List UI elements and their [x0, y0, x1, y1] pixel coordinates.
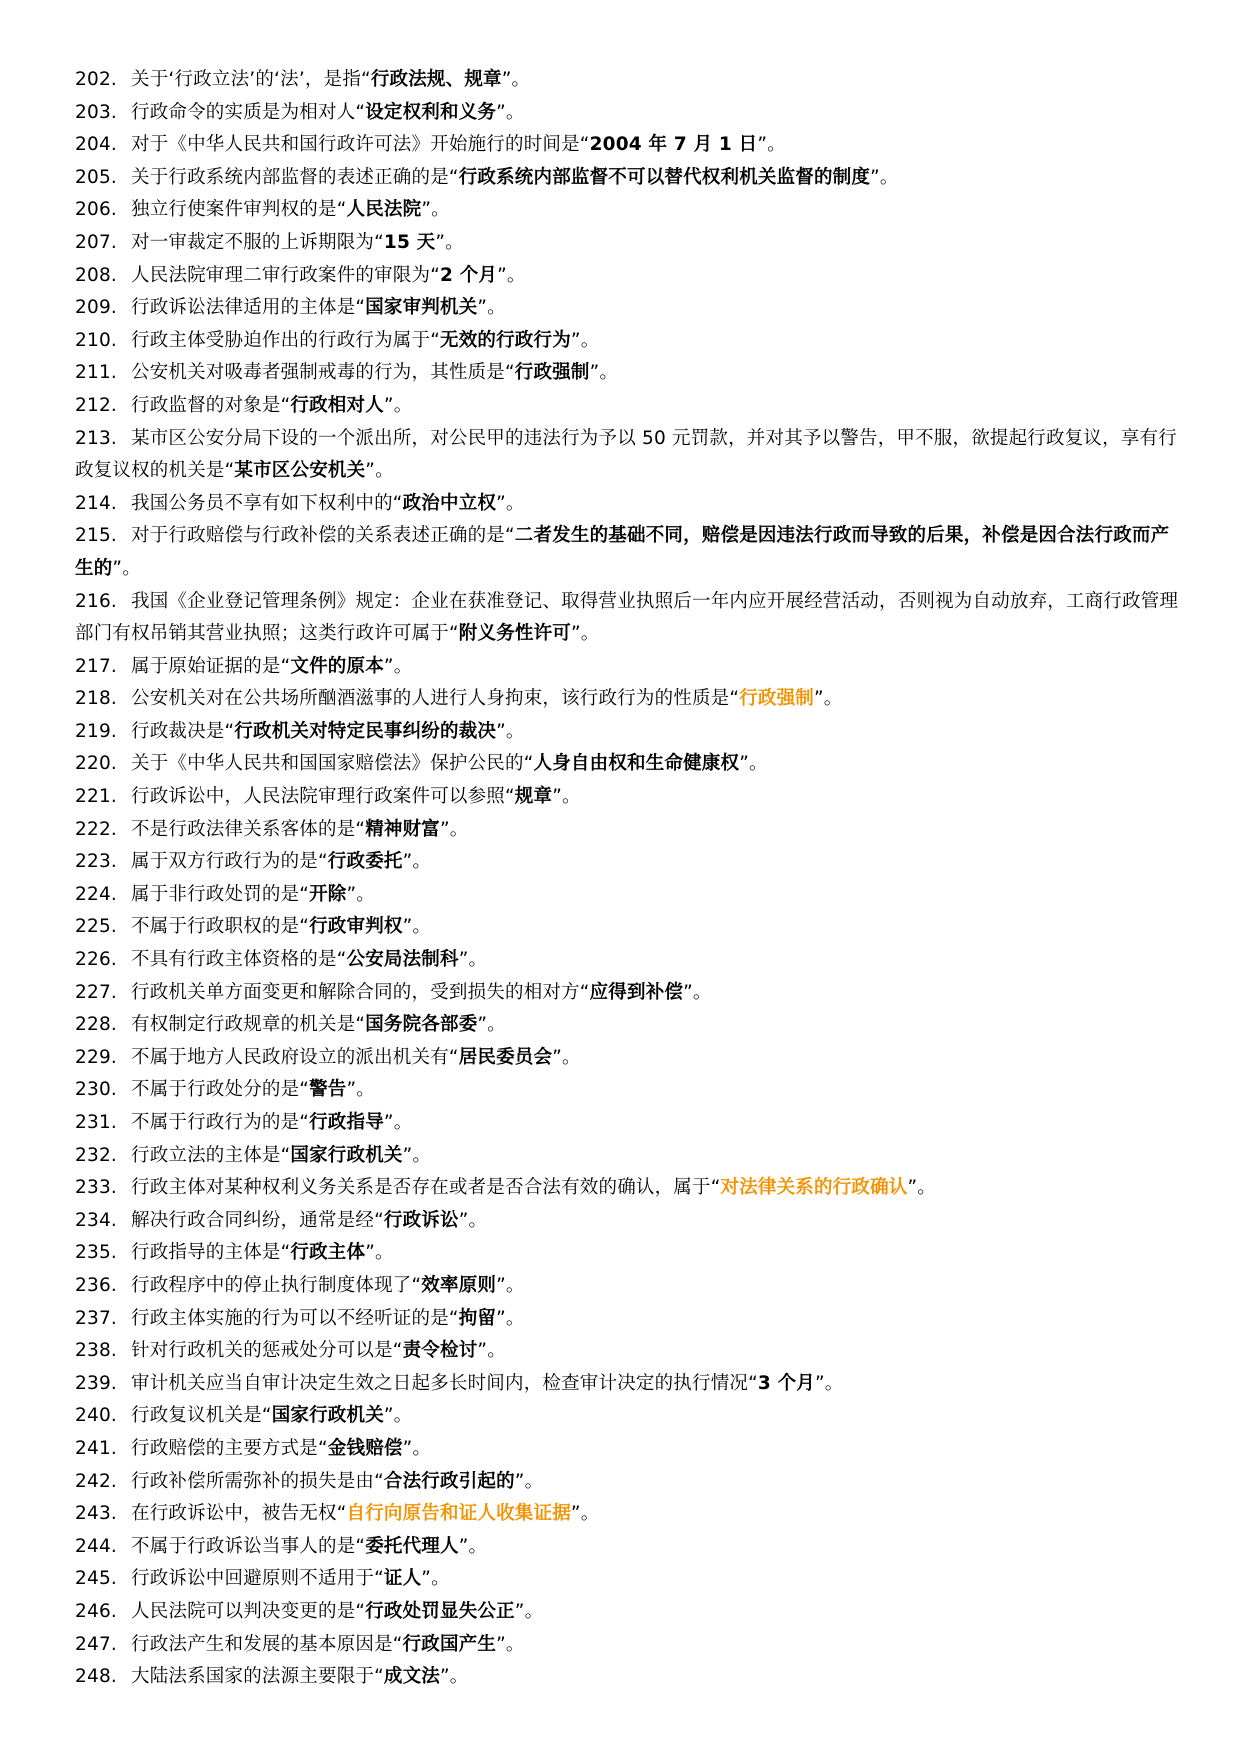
qa-item [75, 1172, 1180, 1205]
qa-item [75, 1400, 1180, 1433]
answer-text: 人身自由权和生命健康权 [533, 753, 740, 775]
answer-text: 行政主体 [290, 1242, 366, 1264]
item-number: 224. [75, 883, 117, 905]
qa-item [75, 1205, 1180, 1238]
item-number: 230. [75, 1079, 117, 1101]
item-number: 239. [75, 1372, 117, 1394]
item-number: 248. [75, 1666, 117, 1688]
closing-punctuation: ”。 [552, 786, 581, 808]
question-text: 行政程序中的停止执行制度体现了“ [131, 1274, 422, 1296]
closing-punctuation: ”。 [907, 1177, 936, 1199]
closing-punctuation: ”。 [496, 1633, 525, 1655]
question-text: 行政法产生和发展的基本原因是“ [131, 1633, 403, 1655]
qa-item [75, 423, 1180, 488]
answer-text: 附义务性许可 [458, 623, 571, 645]
item-number: 227. [75, 981, 117, 1003]
answer-text: 无效的行政行为 [440, 329, 571, 351]
answer-text: 行政诉讼 [383, 1209, 459, 1231]
qa-item [75, 1661, 1180, 1694]
qa-item [75, 716, 1180, 749]
closing-punctuation: ”。 [383, 1405, 413, 1427]
highlighted-answer-text: 自行向原告和证人收集证据 [346, 1503, 571, 1525]
answer-text: 公安局法制科 [346, 949, 459, 971]
closing-punctuation: ”。 [458, 1535, 488, 1557]
question-text: 对于行政赔偿与行政补偿的关系表述正确的是“ [131, 525, 515, 547]
question-text: 行政诉讼中，人民法院审理行政案件可以参照“ [131, 786, 515, 808]
question-text: 行政机关单方面变更和解除合同的，受到损失的相对方“ [131, 981, 590, 1003]
closing-punctuation: ”。 [365, 460, 394, 482]
item-number: 219. [75, 720, 117, 742]
question-text: 某市区公安分局下设的一个派出所，对公民甲的违法行为予以 50 元罚款，并对其予以警告，甲不服，欲提起行政复议，享有行政复议权的机关是“ [75, 427, 1177, 482]
qa-item [75, 260, 1180, 293]
item-number: 226. [75, 949, 117, 971]
question-text: 关于《中华人民共和国国家赔偿法》保护公民的“ [131, 753, 534, 775]
answer-text: 警告 [309, 1079, 347, 1101]
answer-text: 15 天 [383, 231, 436, 253]
answer-text: 应得到补偿 [589, 981, 684, 1003]
answer-text: 证人 [383, 1568, 422, 1590]
closing-punctuation: ”。 [402, 1437, 432, 1459]
closing-punctuation: ”。 [496, 101, 525, 123]
closing-punctuation: ”。 [440, 1666, 469, 1688]
qa-item [75, 944, 1180, 977]
answer-text: 行政指导 [309, 1112, 384, 1133]
answer-text: 国家行政机关 [290, 1144, 403, 1166]
answer-text: 国务院各部委 [365, 1014, 478, 1036]
closing-punctuation: ”。 [571, 623, 600, 645]
item-number: 217. [75, 655, 117, 677]
question-text: 对于《中华人民共和国行政许可法》开始施行的时间是“ [131, 134, 590, 156]
answer-text: 行政强制 [514, 362, 590, 384]
question-text: 不具有行政主体资格的是“ [131, 949, 347, 971]
answer-text: 2 个月 [440, 264, 498, 286]
closing-punctuation: ”。 [477, 1014, 506, 1036]
qa-item [75, 814, 1180, 847]
closing-punctuation: ”。 [496, 720, 525, 742]
question-text: 在行政诉讼中，被告无权“ [131, 1503, 347, 1525]
question-text: 行政立法的主体是“ [131, 1144, 291, 1166]
question-text: 大陆法系国家的法源主要限于“ [131, 1666, 384, 1688]
answer-text: 行政审判权 [309, 916, 403, 938]
question-text: 行政复议机关是“ [131, 1405, 272, 1427]
item-number: 235. [75, 1242, 117, 1264]
closing-punctuation: ”。 [739, 753, 768, 775]
item-number: 204. [75, 134, 117, 156]
closing-punctuation: ”。 [421, 1568, 450, 1590]
question-text: 关于‘行政立法’的‘法’，是指“ [131, 69, 371, 90]
qa-item [75, 292, 1180, 325]
closing-punctuation: ”。 [570, 329, 600, 351]
closing-punctuation: ”。 [496, 1274, 525, 1296]
answer-text: 规章 [514, 786, 553, 808]
item-number: 207. [75, 231, 117, 253]
answer-text: 行政处罚显失公正 [365, 1600, 515, 1622]
closing-punctuation: ”。 [346, 883, 375, 905]
answer-text: 3 个月 [757, 1372, 816, 1394]
question-text: 行政主体对某种权利义务关系是否存在或者是否合法有效的确认，属于“ [131, 1177, 721, 1199]
question-text: 人民法院可以判决变更的是“ [131, 1600, 366, 1622]
qa-item [75, 357, 1180, 390]
question-text: 行政主体受胁迫作出的行政行为属于“ [131, 329, 440, 351]
question-text: 不属于行政职权的是“ [131, 916, 310, 938]
closing-punctuation: ”。 [552, 1046, 581, 1068]
answer-text: 行政机关对特定民事纠纷的裁决 [234, 720, 497, 742]
qa-item [75, 1531, 1180, 1564]
answer-text: 国家审判机关 [365, 297, 478, 319]
item-number: 234. [75, 1209, 117, 1231]
qa-item [75, 1498, 1180, 1531]
closing-punctuation: ”。 [458, 949, 488, 971]
question-text: 不属于行政行为的是“ [131, 1112, 310, 1133]
question-text: 行政裁决是“ [131, 720, 235, 742]
qa-item [75, 325, 1180, 358]
item-number: 225. [75, 916, 117, 938]
question-text: 针对行政机关的惩戒处分可以是“ [131, 1340, 403, 1362]
closing-punctuation: ”。 [402, 916, 432, 938]
item-number: 240. [75, 1405, 117, 1427]
qa-item [75, 1433, 1180, 1466]
qa-item [75, 1237, 1180, 1270]
item-number: 212. [75, 394, 117, 416]
closing-punctuation: ”。 [383, 655, 413, 677]
closing-punctuation: ”。 [346, 1079, 375, 1101]
closing-punctuation: ”。 [435, 231, 464, 253]
item-number: 236. [75, 1274, 117, 1296]
closing-punctuation: ”。 [477, 1340, 506, 1362]
qa-item [75, 129, 1180, 162]
qa-item [75, 1270, 1180, 1303]
question-text: 行政赔偿的主要方式是“ [131, 1437, 328, 1459]
qa-item [75, 1335, 1180, 1368]
closing-punctuation: ”。 [496, 1307, 525, 1329]
answer-text: 国家行政机关 [271, 1405, 384, 1427]
answer-text: 责令检讨 [402, 1340, 478, 1362]
closing-punctuation: ”。 [477, 297, 506, 319]
question-text: 解决行政合同纠纷，通常是经“ [131, 1209, 384, 1231]
question-text: 人民法院审理二审行政案件的审限为“ [131, 264, 440, 286]
answer-text: 二者发生的基础不同，赔偿是因违法行政而导致的后果，补偿是因合法行政而产生的 [75, 525, 1170, 579]
answer-text: 居民委员会 [458, 1046, 553, 1068]
qa-item [75, 1107, 1180, 1140]
question-text: 对一审裁定不服的上诉期限为“ [131, 231, 384, 253]
answer-text: 人民法院 [346, 199, 422, 221]
qa-item [75, 846, 1180, 879]
question-text: 不属于地方人民政府设立的派出机关有“ [131, 1046, 459, 1068]
qa-item [75, 748, 1180, 781]
closing-punctuation: ”。 [814, 688, 843, 710]
answer-text: 成文法 [383, 1666, 440, 1688]
answer-text: 设定权利和义务 [365, 101, 497, 123]
question-text: 我国《企业登记管理条例》规定：企业在获准登记、取得营业执照后一年内应开展经营活动，否则视为自动放弃，工商行政管理部门有权吊销其营业执照；这类行政许可属于“ [75, 590, 1179, 645]
qa-item [75, 64, 1180, 97]
qa-item [75, 1303, 1180, 1336]
item-number: 228. [75, 1014, 117, 1036]
item-number: 223. [75, 851, 117, 873]
qa-item [75, 1466, 1180, 1499]
closing-punctuation: ”。 [383, 1112, 413, 1133]
item-number: 232. [75, 1144, 117, 1166]
item-number: 209. [75, 297, 117, 319]
qa-item [75, 194, 1180, 227]
item-number: 214. [75, 492, 117, 514]
qa-item [75, 879, 1180, 912]
closing-punctuation: ”。 [440, 818, 469, 840]
qa-item [75, 1563, 1180, 1596]
closing-punctuation: ”。 [421, 199, 450, 221]
question-text: 不属于行政诉讼当事人的是“ [131, 1535, 366, 1557]
qa-item [75, 977, 1180, 1010]
question-text: 关于行政系统内部监督的表述正确的是“ [131, 166, 459, 188]
answer-text: 拘留 [458, 1307, 497, 1329]
qa-item [75, 683, 1180, 716]
qa-item [75, 488, 1180, 521]
question-text: 有权制定行政规章的机关是“ [131, 1014, 366, 1036]
closing-punctuation: ”。 [683, 981, 712, 1003]
question-text: 行政监督的对象是“ [131, 394, 291, 416]
item-number: 222. [75, 818, 117, 840]
item-number: 229. [75, 1046, 117, 1068]
item-number: 241. [75, 1437, 117, 1459]
closing-punctuation: ”。 [112, 557, 141, 579]
item-number: 238. [75, 1340, 117, 1362]
closing-punctuation: ”。 [496, 492, 525, 514]
closing-punctuation: ”。 [570, 1503, 600, 1525]
answer-text: 行政法规、规章 [370, 69, 502, 90]
item-number: 242. [75, 1470, 117, 1492]
answer-text: 2004 年 7 月 1 日 [589, 134, 758, 156]
question-text: 行政主体实施的行为可以不经听证的是“ [131, 1307, 459, 1329]
answer-text: 文件的原本 [290, 655, 384, 677]
answer-text: 某市区公安机关 [234, 460, 366, 482]
item-number: 246. [75, 1600, 117, 1622]
qa-item [75, 1140, 1180, 1173]
answer-text: 开除 [309, 883, 347, 905]
item-number: 220. [75, 753, 117, 775]
closing-punctuation: ”。 [365, 1242, 394, 1264]
item-number: 213. [75, 427, 117, 449]
item-number: 205. [75, 166, 117, 188]
qa-item [75, 1629, 1180, 1662]
closing-punctuation: ”。 [757, 134, 786, 156]
question-text: 公安机关对在公共场所酗酒滋事的人进行人身拘束，该行政行为的性质是“ [131, 688, 740, 710]
item-number: 231. [75, 1112, 117, 1133]
qa-item [75, 390, 1180, 423]
item-number: 202. [75, 69, 117, 90]
item-number: 247. [75, 1633, 117, 1655]
question-text: 属于双方行政行为的是“ [131, 851, 328, 873]
item-number: 243. [75, 1503, 117, 1525]
item-number: 218. [75, 688, 117, 710]
highlighted-answer-text: 对法律关系的行政确认 [720, 1177, 908, 1199]
closing-punctuation: ”。 [514, 1470, 544, 1492]
question-text: 公安机关对吸毒者强制戒毒的行为，其性质是“ [131, 362, 515, 384]
answer-text: 合法行政引起的 [383, 1470, 515, 1492]
answer-text: 政治中立权 [402, 492, 497, 514]
closing-punctuation: ”。 [402, 851, 432, 873]
item-number: 210. [75, 329, 117, 351]
qa-item [75, 1074, 1180, 1107]
closing-punctuation: ”。 [514, 1600, 544, 1622]
question-text: 行政命令的实质是为相对人“ [131, 101, 366, 123]
question-text: 行政补偿所需弥补的损失是由“ [131, 1470, 384, 1492]
qa-item [75, 911, 1180, 944]
qa-item [75, 586, 1180, 651]
item-number: 211. [75, 362, 117, 384]
qa-item [75, 1596, 1180, 1629]
qa-item [75, 97, 1180, 130]
qa-item [75, 1368, 1180, 1401]
question-text: 行政诉讼中回避原则不适用于“ [131, 1568, 384, 1590]
closing-punctuation: ”。 [383, 394, 413, 416]
answer-text: 行政国产生 [402, 1633, 497, 1655]
question-text: 我国公务员不享有如下权利中的“ [131, 492, 403, 514]
question-text: 属于原始证据的是“ [131, 655, 291, 677]
question-text: 审计机关应当自审计决定生效之日起多长时间内，检查审计决定的执行情况“ [131, 1372, 758, 1394]
answer-text: 行政委托 [327, 851, 403, 873]
answer-text: 委托代理人 [365, 1535, 459, 1557]
qa-item [75, 781, 1180, 814]
qa-item [75, 520, 1180, 585]
closing-punctuation: ”。 [458, 1209, 488, 1231]
item-number: 245. [75, 1568, 117, 1590]
closing-punctuation: ”。 [402, 1144, 432, 1166]
item-number: 237. [75, 1307, 117, 1329]
item-number: 233. [75, 1177, 117, 1199]
answer-text: 精神财富 [365, 818, 440, 840]
closing-punctuation: ”。 [870, 166, 899, 188]
document-page [75, 64, 1180, 1694]
question-text: 行政指导的主体是“ [131, 1242, 291, 1264]
qa-item [75, 162, 1180, 195]
answer-text: 行政系统内部监督不可以替代权利机关监督的制度 [458, 166, 871, 188]
question-text: 不属于行政处分的是“ [131, 1079, 310, 1101]
qa-item [75, 1009, 1180, 1042]
question-text: 属于非行政处罚的是“ [131, 883, 310, 905]
question-text: 不是行政法律关系客体的是“ [131, 818, 366, 840]
item-number: 216. [75, 590, 117, 612]
closing-punctuation: ”。 [815, 1372, 844, 1394]
item-number: 244. [75, 1535, 117, 1557]
qa-item [75, 227, 1180, 260]
item-number: 208. [75, 264, 117, 286]
item-number: 206. [75, 199, 117, 221]
question-text: 独立行使案件审判权的是“ [131, 199, 347, 221]
item-number: 203. [75, 101, 117, 123]
question-text: 行政诉讼法律适用的主体是“ [131, 297, 366, 319]
answer-text: 行政相对人 [290, 394, 384, 416]
highlighted-answer-text: 行政强制 [739, 688, 814, 710]
answer-text: 效率原则 [421, 1274, 497, 1296]
qa-item [75, 651, 1180, 684]
closing-punctuation: ”。 [501, 69, 531, 90]
qa-item [75, 1042, 1180, 1075]
item-number: 221. [75, 786, 117, 808]
closing-punctuation: ”。 [497, 264, 526, 286]
answer-text: 金钱赔偿 [327, 1437, 403, 1459]
item-number: 215. [75, 525, 117, 547]
closing-punctuation: ”。 [589, 362, 619, 384]
